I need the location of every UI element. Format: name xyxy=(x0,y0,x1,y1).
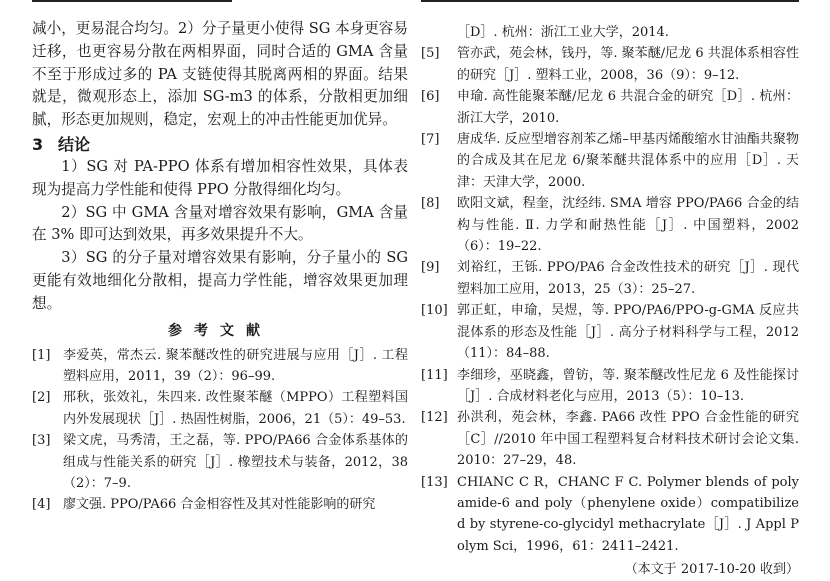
reference-number: [10] xyxy=(421,303,448,319)
reference-text: 李爱英，常杰云. 聚苯醚改性的研究进展与应用［J］. 工程塑料应用，2011，39（2）：96–99. xyxy=(63,347,408,384)
reference-item xyxy=(421,407,799,471)
reference-item xyxy=(421,257,799,300)
reference-text: 廖文强. PPO/PA66 合金相容性及其对性能影响的研究 xyxy=(63,497,376,513)
reference-item xyxy=(32,430,408,494)
reference-text: CHIANC C R，CHANC F C. Polymer blends of polyamide-6 and poly（phenylene oxide）compatibilized by styrene-co-glycidyl methacrylate［J］. J Appl Polym Sci，1996，61：2411–2421. xyxy=(457,474,799,554)
reference-number: [11] xyxy=(421,367,448,383)
reference-text: 唐成华. 反应型增容剂苯乙烯–甲基丙烯酸缩水甘油酯共聚物的合成及其在尼龙 6/聚苯醚共混体系中的应用［D］. 天津：天津大学，2000. xyxy=(457,132,799,190)
reference-number: [13] xyxy=(421,474,448,490)
reference-number: [6] xyxy=(421,89,440,105)
reference-item xyxy=(421,86,799,129)
section-heading xyxy=(32,134,408,156)
reference-number: [7] xyxy=(421,132,440,148)
reference-text: 李细珍，巫晓鑫，曾钫，等. 聚苯醚改性尼龙 6 及性能探讨［J］. 合成材料老化与应用，2013（5）：10–13. xyxy=(457,367,799,404)
conclusion-item: 1）SG 对 PA-PPO 体系有增加相容性效果，具体表现为提高力学性能和使得 PPO 分散得细化均匀。 xyxy=(32,157,408,198)
conclusion-item: 3）SG 的分子量对增容效果有影响，分子量小的 SG 更能有效地细化分散相，提高力学性能，增容效果更加理想。 xyxy=(32,249,408,312)
reference-item xyxy=(421,472,799,558)
reference-item xyxy=(421,129,799,193)
reference-item xyxy=(421,365,799,408)
reference-text: 梁文虎，马秀清，王之磊，等. PPO/PA66 合金体系基体的组成与性能关系的研究［J］. 橡塑技术与装备，2012，38（2）：7–9. xyxy=(63,433,408,491)
section-number: 3 xyxy=(32,134,44,154)
reference-number: [2] xyxy=(32,390,51,406)
reference-number: [4] xyxy=(32,497,51,513)
received-date-note: （本文于 2017-10-20 收到） xyxy=(624,562,799,578)
reference-text: 申瑜. 高性能聚苯醚/尼龙 6 共混合金的研究［D］. 杭州：浙江大学，2010. xyxy=(457,89,799,126)
reference-text: 刘裕红，王铄. PPO/PA6 合金改性技术的研究［J］. 现代塑料加工应用，2013，25（3）：25–27. xyxy=(457,260,799,297)
reference-item xyxy=(421,300,799,364)
reference-text: 邢秋，张效礼，朱四来. 改性聚苯醚（MPPO）工程塑料国内外发展现状［J］. 热固性树脂，2006，21（5）：49–53. xyxy=(63,390,408,427)
reference-continuation: ［D］. 杭州：浙江工业大学，2014. xyxy=(457,25,669,40)
top-rule-right xyxy=(421,0,799,2)
reference-number: [3] xyxy=(32,433,51,449)
reference-number: [12] xyxy=(421,410,448,426)
section-title: 结论 xyxy=(58,134,91,154)
reference-item xyxy=(32,387,408,430)
reference-text: 管亦武，苑会林，钱丹，等. 聚苯醚/尼龙 6 共混体系相容性的研究［J］. 塑料工业，2008，36（9）：9–12. xyxy=(457,46,799,83)
reference-text: 郭正虹，申瑜，吴煜，等. PPO/PA6/PPO-g-GMA 反应共混体系的形态及性能［J］. 高分子材料科学与工程，2012（11）：84–88. xyxy=(457,303,799,362)
left-column xyxy=(32,18,408,516)
reference-item xyxy=(421,193,799,257)
top-rule-left xyxy=(32,0,232,2)
reference-number: [9] xyxy=(421,260,440,276)
reference-item xyxy=(32,494,408,515)
right-column xyxy=(421,22,799,581)
reference-number: [8] xyxy=(421,196,440,212)
reference-number: [1] xyxy=(32,347,51,363)
reference-text: 欧阳文斌，程奎，沈经纬. SMA 增容 PPO/PA66 合金的结构与性能. Ⅱ. 力学和耐热性能［J］. 中国塑料，2002（6）：19–22. xyxy=(457,196,799,255)
conclusion-item: 2）SG 中 GMA 含量对增容效果有影响，GMA 含量在 3% 即可达到效果，再多效果提升不大。 xyxy=(32,203,408,244)
reference-item xyxy=(32,345,408,388)
reference-text: 孙洪利，苑会林，李鑫. PA66 改性 PPO 合金性能的研究［C］//2010 年中国工程塑料复合材料技术研讨会论文集. 2010：27–29，48. xyxy=(457,410,799,469)
reference-number: [5] xyxy=(421,46,440,62)
reference-item xyxy=(421,43,799,86)
references-heading: 参考文献 xyxy=(168,322,272,339)
discussion-paragraph: 减小，更易混合均匀。2）分子量更小使得 SG 本身更容易迁移，也更容易分散在两相界面，同时合适的 GMA 含量不至于形成过多的 PA 支链使得其脱离两相的界面。结果就是，微观形态上，添加 SG-m3 的体系，分散相更加细腻，形态更加规则，稳定，宏观上的冲击性能更加优异。 xyxy=(32,20,408,129)
